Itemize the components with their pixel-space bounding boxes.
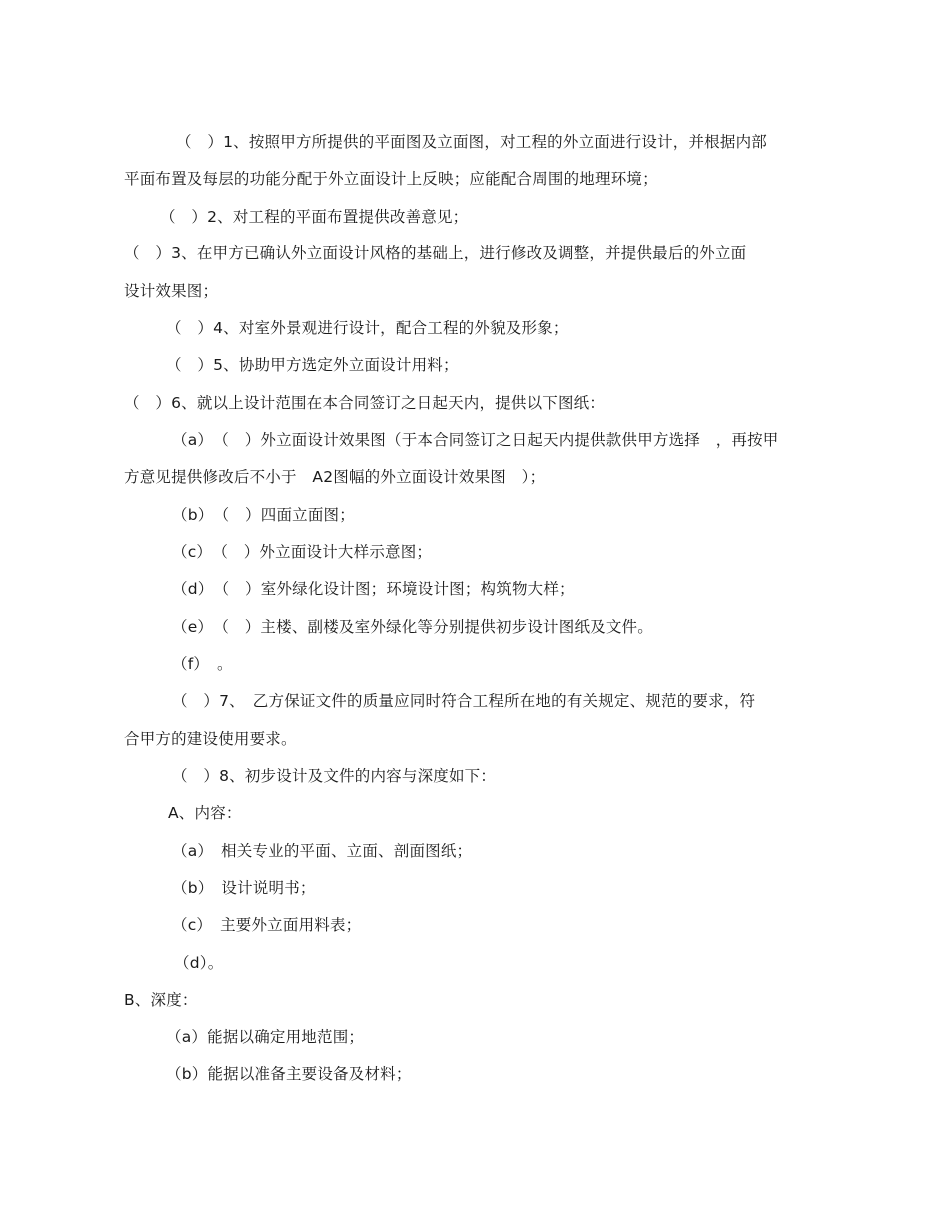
clause-6d: （d） （ ）室外绿化设计图；环境设计图；构筑物大样； [172,580,575,598]
section-b-heading: B、深度： [124,991,198,1009]
clause-6f: （f） 。 [172,655,233,673]
clause-5: （ ）5、协助甲方选定外立面设计用料； [166,356,459,374]
clause-1-line-1: （ ）1、按照甲方所提供的平面图及立面图，对工程的外立面进行设计，并根据内部 [176,133,767,151]
clause-2: （ ）2、对工程的平面布置提供改善意见； [160,208,469,226]
clause-3-line-1: （ ）3、在甲方已确认外立面设计风格的基础上，进行修改及调整，并提供最后的外立面 [124,244,747,262]
clause-6e: （e） （ ）主楼、副楼及室外绿化等分别提供初步设计图纸及文件。 [172,618,653,636]
clause-4: （ ）4、对室外景观进行设计，配合工程的外貌及形象； [166,319,569,337]
clause-3-line-2: 设计效果图； [124,282,219,300]
depth-item-b: （b）能据以准备主要设备及材料； [166,1065,412,1083]
clause-8: （ ）8、初步设计及文件的内容与深度如下： [172,767,497,785]
content-item-c: （c） 主要外立面用料表； [172,916,362,934]
clause-7-line-1: （ ）7、 乙方保证文件的质量应同时符合工程所在地的有关规定、规范的要求，符 [172,692,756,710]
clause-6: （ ）6、就以上设计范围在本合同签订之日起天内，提供以下图纸： [124,394,606,412]
clause-6c: （c） （ ）外立面设计大样示意图； [172,543,433,561]
clause-6a-line-2: 方意见提供修改后不小于 A2图幅的外立面设计效果图 ）； [124,468,546,486]
clause-6b: （b） （ ）四面立面图； [172,506,355,524]
content-item-d: （d）。 [174,954,224,972]
clause-6a-line-1: （a） （ ）外立面设计效果图（于本合同签订之日起天内提供款供甲方选择 ，再按甲 [172,431,779,449]
content-item-a: （a） 相关专业的平面、立面、剖面图纸； [172,842,473,860]
depth-item-a: （a）能据以确定用地范围； [166,1028,365,1046]
content-item-b: （b） 设计说明书； [172,879,316,897]
section-a-heading: A、内容： [168,804,242,822]
clause-7-line-2: 合甲方的建设使用要求。 [124,730,297,748]
clause-1-line-2: 平面布置及每层的功能分配于外立面设计上反映；应能配合周围的地理环境； [124,170,658,188]
